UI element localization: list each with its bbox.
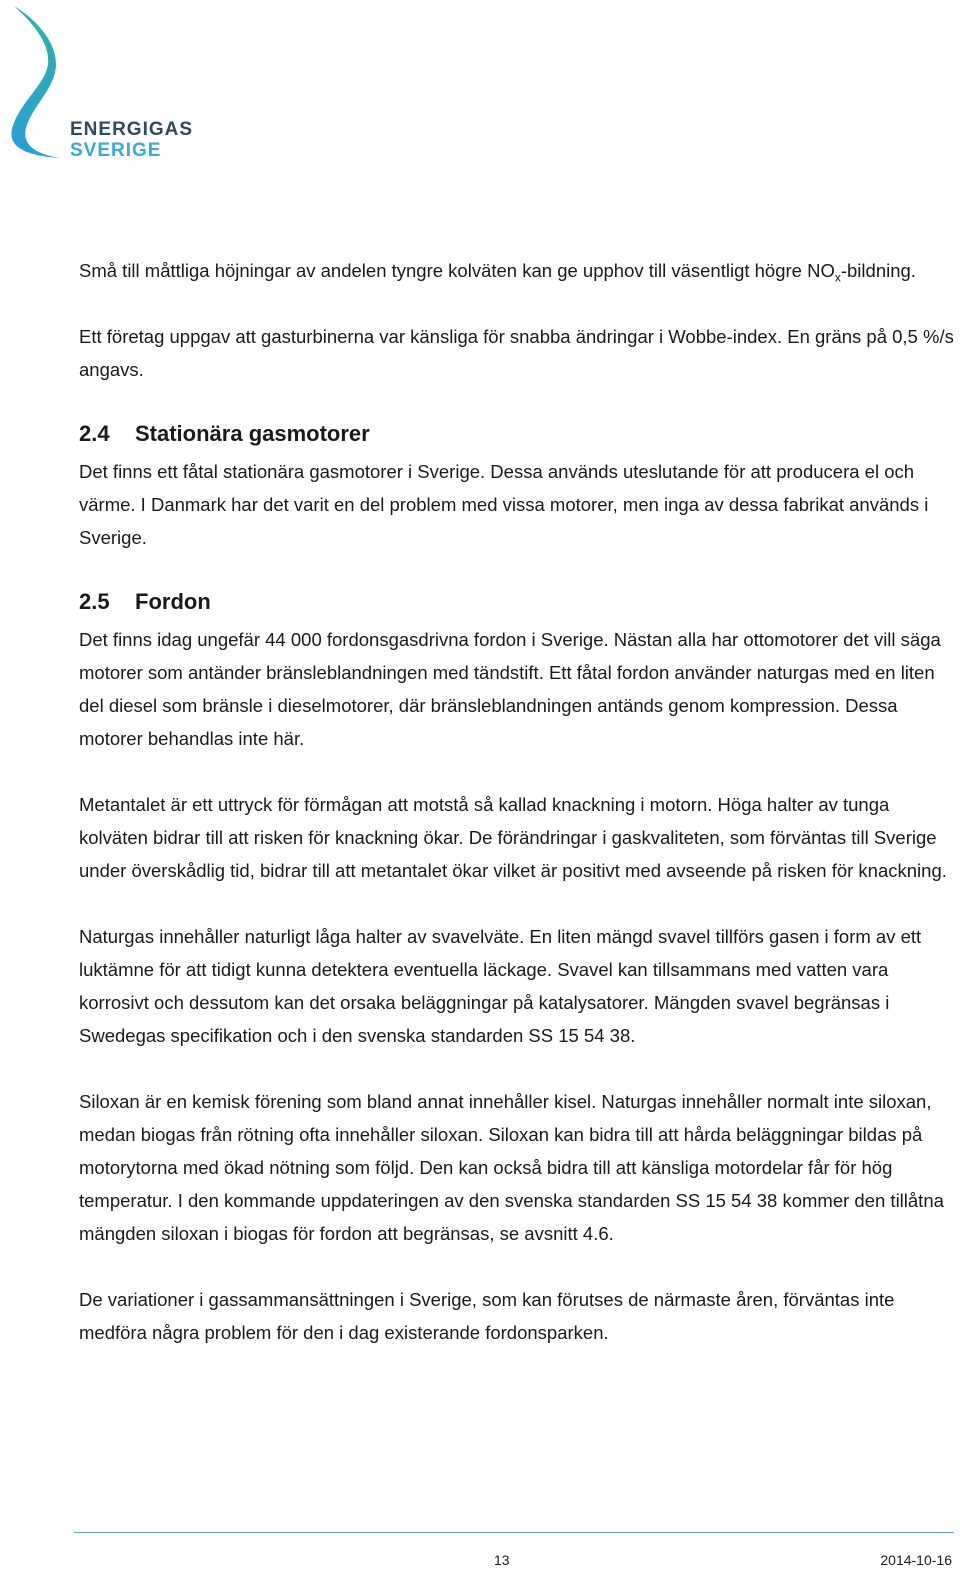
footer-divider [74,1532,954,1533]
section-title: Stationära gasmotorer [135,421,370,446]
footer-date: 2014-10-16 [880,1552,952,1568]
section-title: Fordon [135,589,211,614]
logo-wordmark-line2: SVERIGE [70,140,162,161]
section-2-4-paragraph: Det finns ett fåtal stationära gasmotorer i Sverige. Dessa används uteslutande för att producera el och värme. I Danmark har det varit en del problem med vissa motorer, men inga av dessa fabrikat används i Sverige. [79,461,929,548]
page-number: 13 [494,1552,510,1568]
section-2-5-paragraph-1: Det finns idag ungefär 44 000 fordonsgasdrivna fordon i Sverige. Nästan alla har ottomotorer det vill säga motorer som antänder bränsleblandningen med tändstift. Ett fåtal fordon använder naturgas med en liten del diesel som bränsle i dieselmotorer, där bränsleblandningen antänds genom kompression. Dessa motorer behandlas inte här. [79,629,941,749]
intro-text: Små till måttliga höjningar av andelen tyngre kolväten kan ge upphov till väsentligt högre NO [79,260,835,281]
logo-wordmark-line1: ENERGIGAS [70,119,194,140]
section-number: 2.4 [79,421,110,446]
flame-swoosh-icon [4,4,74,164]
energigas-logo [4,4,194,164]
document-body [79,254,954,1349]
section-2-5-paragraph-2: Metantalet är ett uttryck för förmågan att motstå så kallad knackning i motorn. Höga halter av tunga kolväten bidrar till att risken för knackning ökar. De förändringar i gaskvaliteten, som förväntas till Sverige under överskådlig tid, bidrar till att metantalet ökar vilket är positivt med avseende på risken för knackning. [79,794,947,881]
intro-paragraph-1 [79,254,954,287]
intro-paragraph-2: Ett företag uppgav att gasturbinerna var känsliga för snabba ändringar i Wobbe-index. En gräns på 0,5 %/s angavs. [79,326,954,380]
intro-text-end: -bildning. [840,260,916,281]
section-number: 2.5 [79,589,110,614]
section-2-5-paragraph-3: Naturgas innehåller naturligt låga halter av svavelväte. En liten mängd svavel tillförs gasen i form av ett luktämne för att tidigt kunna detektera eventuella läckage. Svavel kan tillsammans med vatten vara korrosivt och dessutom kan det orsaka beläggningar på katalysatorer. Mängden svavel begränsas i Swedegas specifikation och i den svenska standarden SS 15 54 38. [79,926,922,1046]
subscript-x: x [834,270,841,285]
section-heading-2-4 [79,419,954,449]
section-2-5-paragraph-5: De variationer i gassammansättningen i Sverige, som kan förutses de närmaste åren, förväntas inte medföra några problem för den i dag existerande fordonsparken. [79,1289,895,1343]
section-2-5-paragraph-4: Siloxan är en kemisk förening som bland annat innehåller kisel. Naturgas innehåller normalt inte siloxan, medan biogas från rötning ofta innehåller siloxan. Siloxan kan bidra till att hårda beläggningar bildas på motorytorna med ökad nötning som följd. Den kan också bidra till att känsliga motordelar får för hög temperatur. I den kommande uppdateringen av den svenska standarden SS 15 54 38 kommer den tillåtna mängden siloxan i biogas för fordon att begränsas, se avsnitt 4.6. [79,1091,944,1244]
section-heading-2-5 [79,587,954,617]
